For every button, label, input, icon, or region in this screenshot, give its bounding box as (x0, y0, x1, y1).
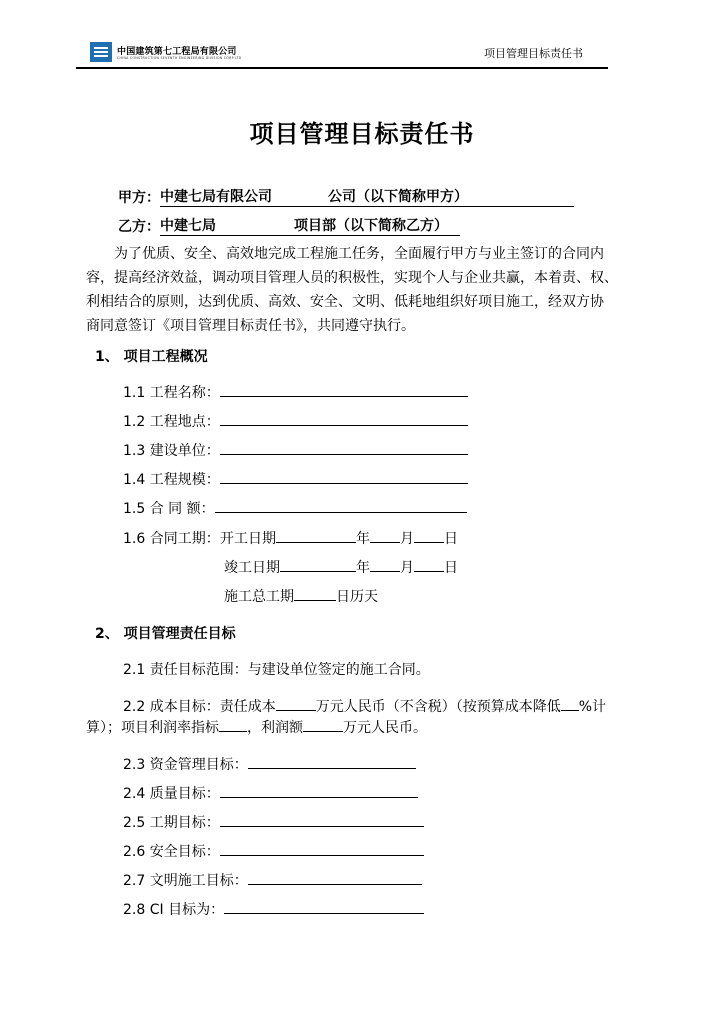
intro-line: 为了优质、安全、高效地完成工程施工任务，全面履行甲方与业主签订的合同内 (114, 246, 604, 262)
field-contract-amount (123, 498, 467, 518)
field-civilized-target (123, 870, 422, 890)
month-label: 月 (400, 560, 414, 576)
responsibility-cost-input[interactable] (276, 698, 316, 711)
field-project-location (123, 411, 468, 431)
fund-target-input[interactable] (248, 756, 416, 769)
profit-rate-input[interactable] (219, 719, 247, 732)
cost-target-text: 2.2 成本目标：责任成本 (123, 699, 276, 715)
field-label: 1.3 建设单位： (123, 443, 220, 459)
year-label: 年 (356, 531, 370, 547)
section-1-heading: 1、 项目工程概况 (95, 349, 208, 365)
project-name-input[interactable] (220, 384, 468, 397)
field-ci-target (123, 899, 424, 919)
field-label: 1.2 工程地点： (123, 414, 220, 430)
total-duration-row (224, 586, 378, 606)
cost-target-text: 算）；项目利润率指标 (86, 720, 219, 736)
field-label: 2.7 文明施工目标： (123, 873, 248, 889)
profit-amount-input[interactable] (303, 719, 343, 732)
cost-target-line-1 (123, 696, 606, 716)
field-construction-unit (123, 440, 468, 460)
end-day-input[interactable] (414, 559, 444, 572)
intro-paragraph (86, 242, 642, 338)
end-year-input[interactable] (280, 559, 356, 572)
field-project-scale (123, 469, 468, 489)
field-contract-period (123, 528, 220, 548)
contract-amount-input[interactable] (215, 500, 467, 513)
party-b-line (118, 215, 460, 236)
company-logo (90, 42, 112, 62)
day-label: 日 (444, 560, 458, 576)
party-a-value: 中建七局有限公司 (160, 189, 272, 205)
schedule-target-input[interactable] (220, 814, 424, 827)
start-day-input[interactable] (414, 530, 444, 543)
cost-target-text: 万元人民币（不含税）（按预算成本降低 (315, 699, 561, 715)
start-date-label: 开工日期 (220, 531, 276, 547)
field-label: 2.4 质量目标： (123, 786, 220, 802)
project-location-input[interactable] (220, 413, 468, 426)
day-label: 日 (444, 531, 458, 547)
party-b-label: 乙方： (118, 219, 160, 235)
field-label: 2.6 安全目标： (123, 844, 220, 860)
party-a-suffix: 公司（以下简称甲方） (328, 189, 468, 205)
start-year-input[interactable] (276, 530, 356, 543)
document-title: 项目管理目标责任书 (249, 120, 475, 148)
project-scale-input[interactable] (220, 471, 468, 484)
field-label: 1.5 合 同 额： (123, 501, 215, 517)
month-label: 月 (400, 531, 414, 547)
end-date-row (224, 557, 458, 577)
party-b-value: 中建七局 (160, 218, 216, 234)
total-duration-input[interactable] (294, 588, 336, 601)
header-divider (76, 67, 608, 69)
field-project-name (123, 382, 468, 402)
section-2-heading: 2、 项目管理责任目标 (95, 626, 236, 642)
field-safety-target (123, 841, 424, 861)
party-b-field[interactable] (160, 215, 460, 236)
party-b-suffix: 项目部（以下简称乙方） (294, 218, 448, 234)
party-a-line (118, 186, 574, 207)
ci-target-input[interactable] (224, 901, 424, 914)
party-a-field[interactable] (160, 186, 574, 207)
cost-reduction-input[interactable] (561, 698, 579, 711)
start-month-input[interactable] (370, 530, 400, 543)
field-label: 1.6 合同工期： (123, 531, 220, 547)
calendar-days-label: 日历天 (336, 589, 378, 605)
intro-line: 利相结合的原则，达到优质、高效、安全、文明、低耗地组织好项目施工，经双方协 (86, 294, 604, 310)
field-quality-target (123, 783, 418, 803)
intro-line: 容，提高经济效益，调动项目管理人员的积极性，实现个人与企业共赢，本着责、权、 (86, 270, 618, 286)
cost-target-text: %计 (578, 699, 607, 715)
start-date-row (220, 528, 458, 548)
company-name-en: CHINA CONSTRUCTION SEVENTH ENGINEERING DIVISION CORP.LTD (117, 56, 242, 60)
total-duration-label: 施工总工期 (224, 589, 294, 605)
year-label: 年 (356, 560, 370, 576)
field-fund-target (123, 754, 416, 774)
field-label: 2.5 工期目标： (123, 815, 220, 831)
end-date-label: 竣工日期 (224, 560, 280, 576)
field-label: 2.3 资金管理目标： (123, 757, 248, 773)
field-label: 1.1 工程名称： (123, 385, 220, 401)
cost-target-text: 万元人民币。 (343, 720, 427, 736)
civilized-target-input[interactable] (248, 872, 422, 885)
field-schedule-target (123, 812, 424, 832)
company-name-cn: 中国建筑第七工程局有限公司 (117, 47, 237, 57)
cost-target-text: ，利润额 (247, 720, 303, 736)
safety-target-input[interactable] (220, 843, 424, 856)
construction-unit-input[interactable] (220, 442, 468, 455)
end-month-input[interactable] (370, 559, 400, 572)
quality-target-input[interactable] (220, 785, 418, 798)
intro-line: 商同意签订《项目管理目标责任书》，共同遵守执行。 (86, 318, 415, 334)
responsibility-scope: 2.1 责任目标范围：与建设单位签定的施工合同。 (123, 662, 430, 678)
party-a-label: 甲方： (118, 190, 160, 206)
field-label: 2.8 CI 目标为： (123, 902, 225, 918)
field-label: 1.4 工程规模： (123, 472, 220, 488)
cost-target-line-2 (86, 717, 427, 737)
header-doc-name: 项目管理目标责任书 (484, 47, 583, 60)
